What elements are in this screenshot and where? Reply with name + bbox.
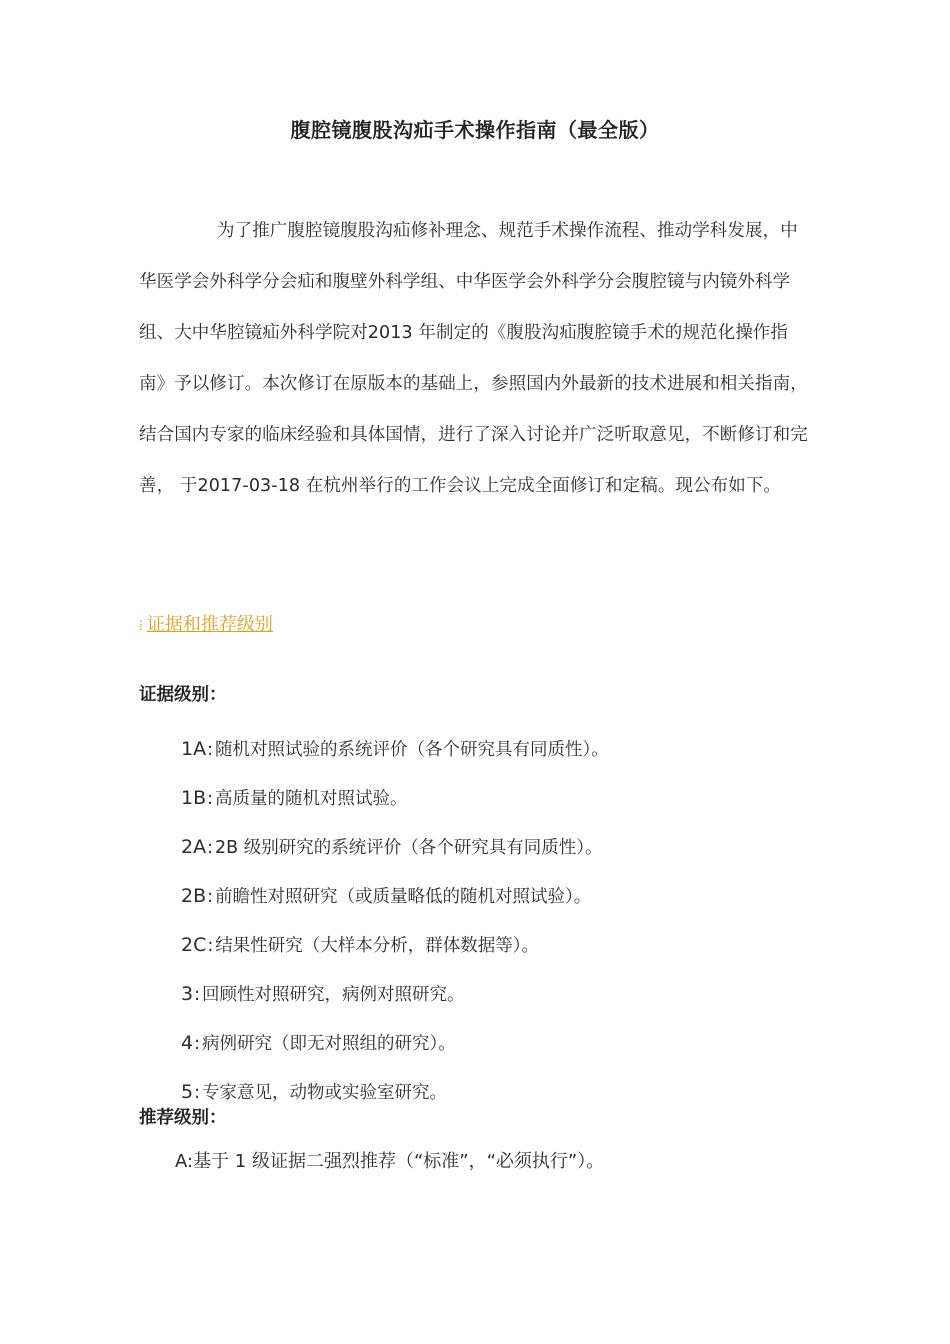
evidence-item: [181, 932, 539, 957]
evidence-sep: :: [207, 740, 213, 760]
evidence-item: [181, 1079, 447, 1104]
recommendation-heading: 推荐级别：: [139, 1108, 227, 1128]
evidence-code: 1A: [181, 738, 207, 760]
document-title: 腹腔镜腹股沟疝手术操作指南（最全版）: [290, 118, 660, 142]
evidence-item: [181, 785, 408, 810]
evidence-sep: :: [207, 887, 214, 907]
link-marker-icon: ⁞: [139, 618, 143, 634]
evidence-item: [181, 834, 602, 859]
evidence-code: 2A: [181, 836, 207, 858]
evidence-code: 5: [181, 1081, 194, 1103]
evidence-code: 2B: [181, 885, 207, 907]
evidence-item: [181, 736, 609, 761]
evidence-sep: :: [207, 936, 214, 956]
evidence-item: [181, 1030, 456, 1055]
evidence-sep: :: [207, 789, 214, 809]
intro-paragraph: 为了推广腹腔镜腹股沟疝修补理念、规范手术操作流程、推动学科发展，中华医学会外科学分会疝和腹壁外科学组、中华医学会外科学分会腹腔镜与内镜外科学组、大中华腔镜疝外科学院对2013 年制定的《腹股沟疝腹腔镜手术的规范化操作指南》予以修订。本次修订在原版本的基础上，参照国内外最新的技术进展和相关指南，结合国内专家的临床经验和具体国情，进行了深入讨论并广泛听取意见，不断修订和完善， 于2017-03-18 在杭州举行的工作会议上完成全面修订和定稿。现公布如下。: [139, 221, 808, 496]
evidence-text: 结果性研究（大样本分析，群体数据等）。: [215, 936, 540, 956]
evidence-text: 专家意见，动物或实验室研究。: [202, 1083, 447, 1103]
section-link-label[interactable]: 证据和推荐级别: [146, 614, 273, 635]
evidence-sep: :: [207, 838, 213, 858]
evidence-code: 4: [181, 1032, 194, 1054]
evidence-code: 3: [181, 983, 194, 1005]
evidence-sep: :: [194, 985, 200, 1005]
evidence-sep: :: [194, 1034, 200, 1054]
evidence-text: 2B 级别研究的系统评价（各个研究具有同质性）。: [215, 838, 603, 858]
evidence-item: [181, 981, 465, 1006]
recommendation-item: A:基于 1 级证据二强烈推荐（“标准”，“必须执行”）。: [175, 1151, 605, 1172]
evidence-heading: 证据级别：: [139, 685, 227, 705]
section-link-evidence[interactable]: [139, 610, 273, 636]
evidence-text: 回顾性对照研究，病例对照研究。: [202, 985, 465, 1005]
evidence-text: 病例研究（即无对照组的研究）。: [202, 1034, 456, 1054]
evidence-code: 1B: [181, 787, 207, 809]
evidence-text: 高质量的随机对照试验。: [215, 789, 408, 809]
evidence-text: 前瞻性对照研究（或质量略低的随机对照试验）。: [215, 887, 592, 907]
evidence-text: 随机对照试验的系统评价（各个研究具有同质性）。: [215, 740, 609, 760]
evidence-sep: :: [194, 1083, 200, 1103]
evidence-item: [181, 883, 591, 908]
evidence-code: 2C: [181, 934, 207, 956]
